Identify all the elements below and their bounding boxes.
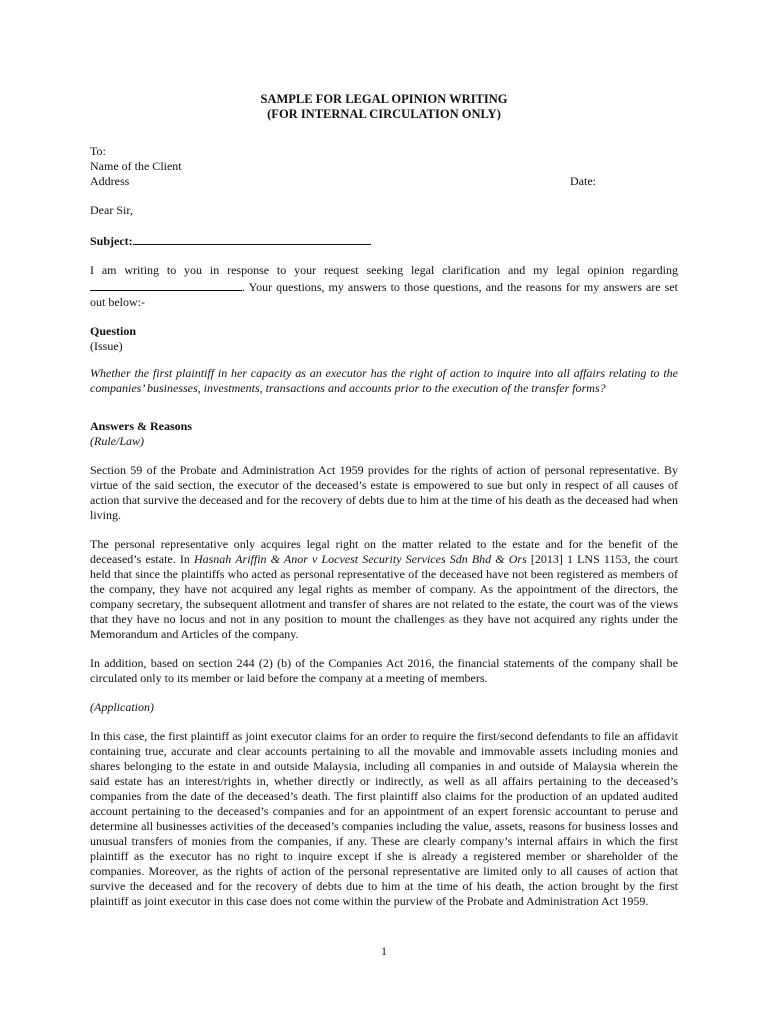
pr-text-1: The personal representative only acquires legal right on the matter related to the estate and for the benefit of the deceased’s estate. In <box>90 537 678 566</box>
rule-law-label: (Rule/Law) <box>90 434 144 448</box>
date-label: Date: <box>570 174 596 188</box>
question-text: Whether the first plaintiff in her capacity as an executor has the right of action to inquire into all affairs relating to the companies’ businesses, investments, transactions and accounts prior to the execution of the transfer forms? <box>90 366 678 395</box>
address-row <box>90 174 678 189</box>
question-heading: Question <box>90 324 137 338</box>
answers-heading: Answers & Reasons <box>90 419 192 433</box>
section-59-paragraph: Section 59 of the Probate and Administration Act 1959 provides for the rights of action of personal representative. By virtue of the said section, the executor of the deceased’s estate is empowered to sue but only in respect of all causes of action that survive the deceased and for the recovery of debts due to him at the time of his death as the deceased had when living. <box>90 463 678 522</box>
application-paragraph: In this case, the first plaintiff as joint executor claims for an order to require the first/second defendants to file an affidavit containing true, accurate and clear accounts pertaining to all the movable and immovable assets including monies and shares belonging to the estate in and outside Malaysia, including all companies in and outside of Malaysia wherein the said estate has an interest/rights in, whether directly or indirectly, as well as all affairs pertaining to the deceased’s companies from the date of the deceased’s death. The first plaintiff also claims for the production of an updated audited account pertaining to the deceased’s companies and for an appointment of an expert forensic accountant to peruse and determine all businesses activities of the deceased’s companies including the value, assets, reasons for business losses and unusual transfers of monies from the companies, if any. These are clearly company’s internal affairs in which the first plaintiff as the executor has no right to inquire except if she is already a registered member or shareholder of the companies. Moreover, as the rights of action of the personal representative are limited only to all causes of action that survive the deceased and for the recovery of debts due to him at the time of his death, the action brought by the first plaintiff as joint executor in this case does not come within the purview of the Probate and Administration Act 1959. <box>90 729 678 908</box>
subject-label: Subject: <box>90 234 133 248</box>
case-citation: Hasnah Ariffin & Anor v Locvest Security Services Sdn Bhd & Ors <box>193 552 527 566</box>
title-line-2: (FOR INTERNAL CIRCULATION ONLY) <box>267 107 501 121</box>
client-name: Name of the Client <box>90 159 182 173</box>
document-title <box>90 92 678 122</box>
personal-representative-paragraph <box>90 537 678 642</box>
intro-paragraph <box>90 263 678 310</box>
regarding-blank <box>90 278 242 291</box>
address-label: Address <box>90 174 130 188</box>
page-number: 1 <box>381 944 387 958</box>
recipient-block <box>90 144 678 189</box>
to-label: To: <box>90 144 106 158</box>
subject-line <box>90 232 678 249</box>
subject-blank <box>133 232 371 245</box>
document-body <box>90 92 678 909</box>
salutation: Dear Sir, <box>90 203 133 217</box>
section-244-paragraph: In addition, based on section 244 (2) (b) of the Companies Act 2016, the financial statements of the company shall be circulated only to its member or laid before the company at a meeting of members. <box>90 656 678 685</box>
application-label: (Application) <box>90 700 154 714</box>
title-line-1: SAMPLE FOR LEGAL OPINION WRITING <box>260 92 508 106</box>
intro-text-1: I am writing to you in response to your request seeking legal clarification and my legal opinion regarding <box>90 263 678 277</box>
issue-label: (Issue) <box>90 339 123 353</box>
intro-text-2: . Your questions, my answers to those questions, and the reasons for my answers are set out below:- <box>90 280 678 309</box>
pr-text-2: [2013] 1 LNS 1153, the court held that since the plaintiffs who acted as personal representative of the deceased have not been registered as members of the company, they have not acquired any legal rights as member of company. As the appointment of the directors, the company secretary, the subsequent allotment and transfer of shares are not related to the estate, the court was of the views that they have no locus and not in any position to mount the challenges as they have not acquired any rights under the Memorandum and Articles of the company. <box>90 552 678 641</box>
